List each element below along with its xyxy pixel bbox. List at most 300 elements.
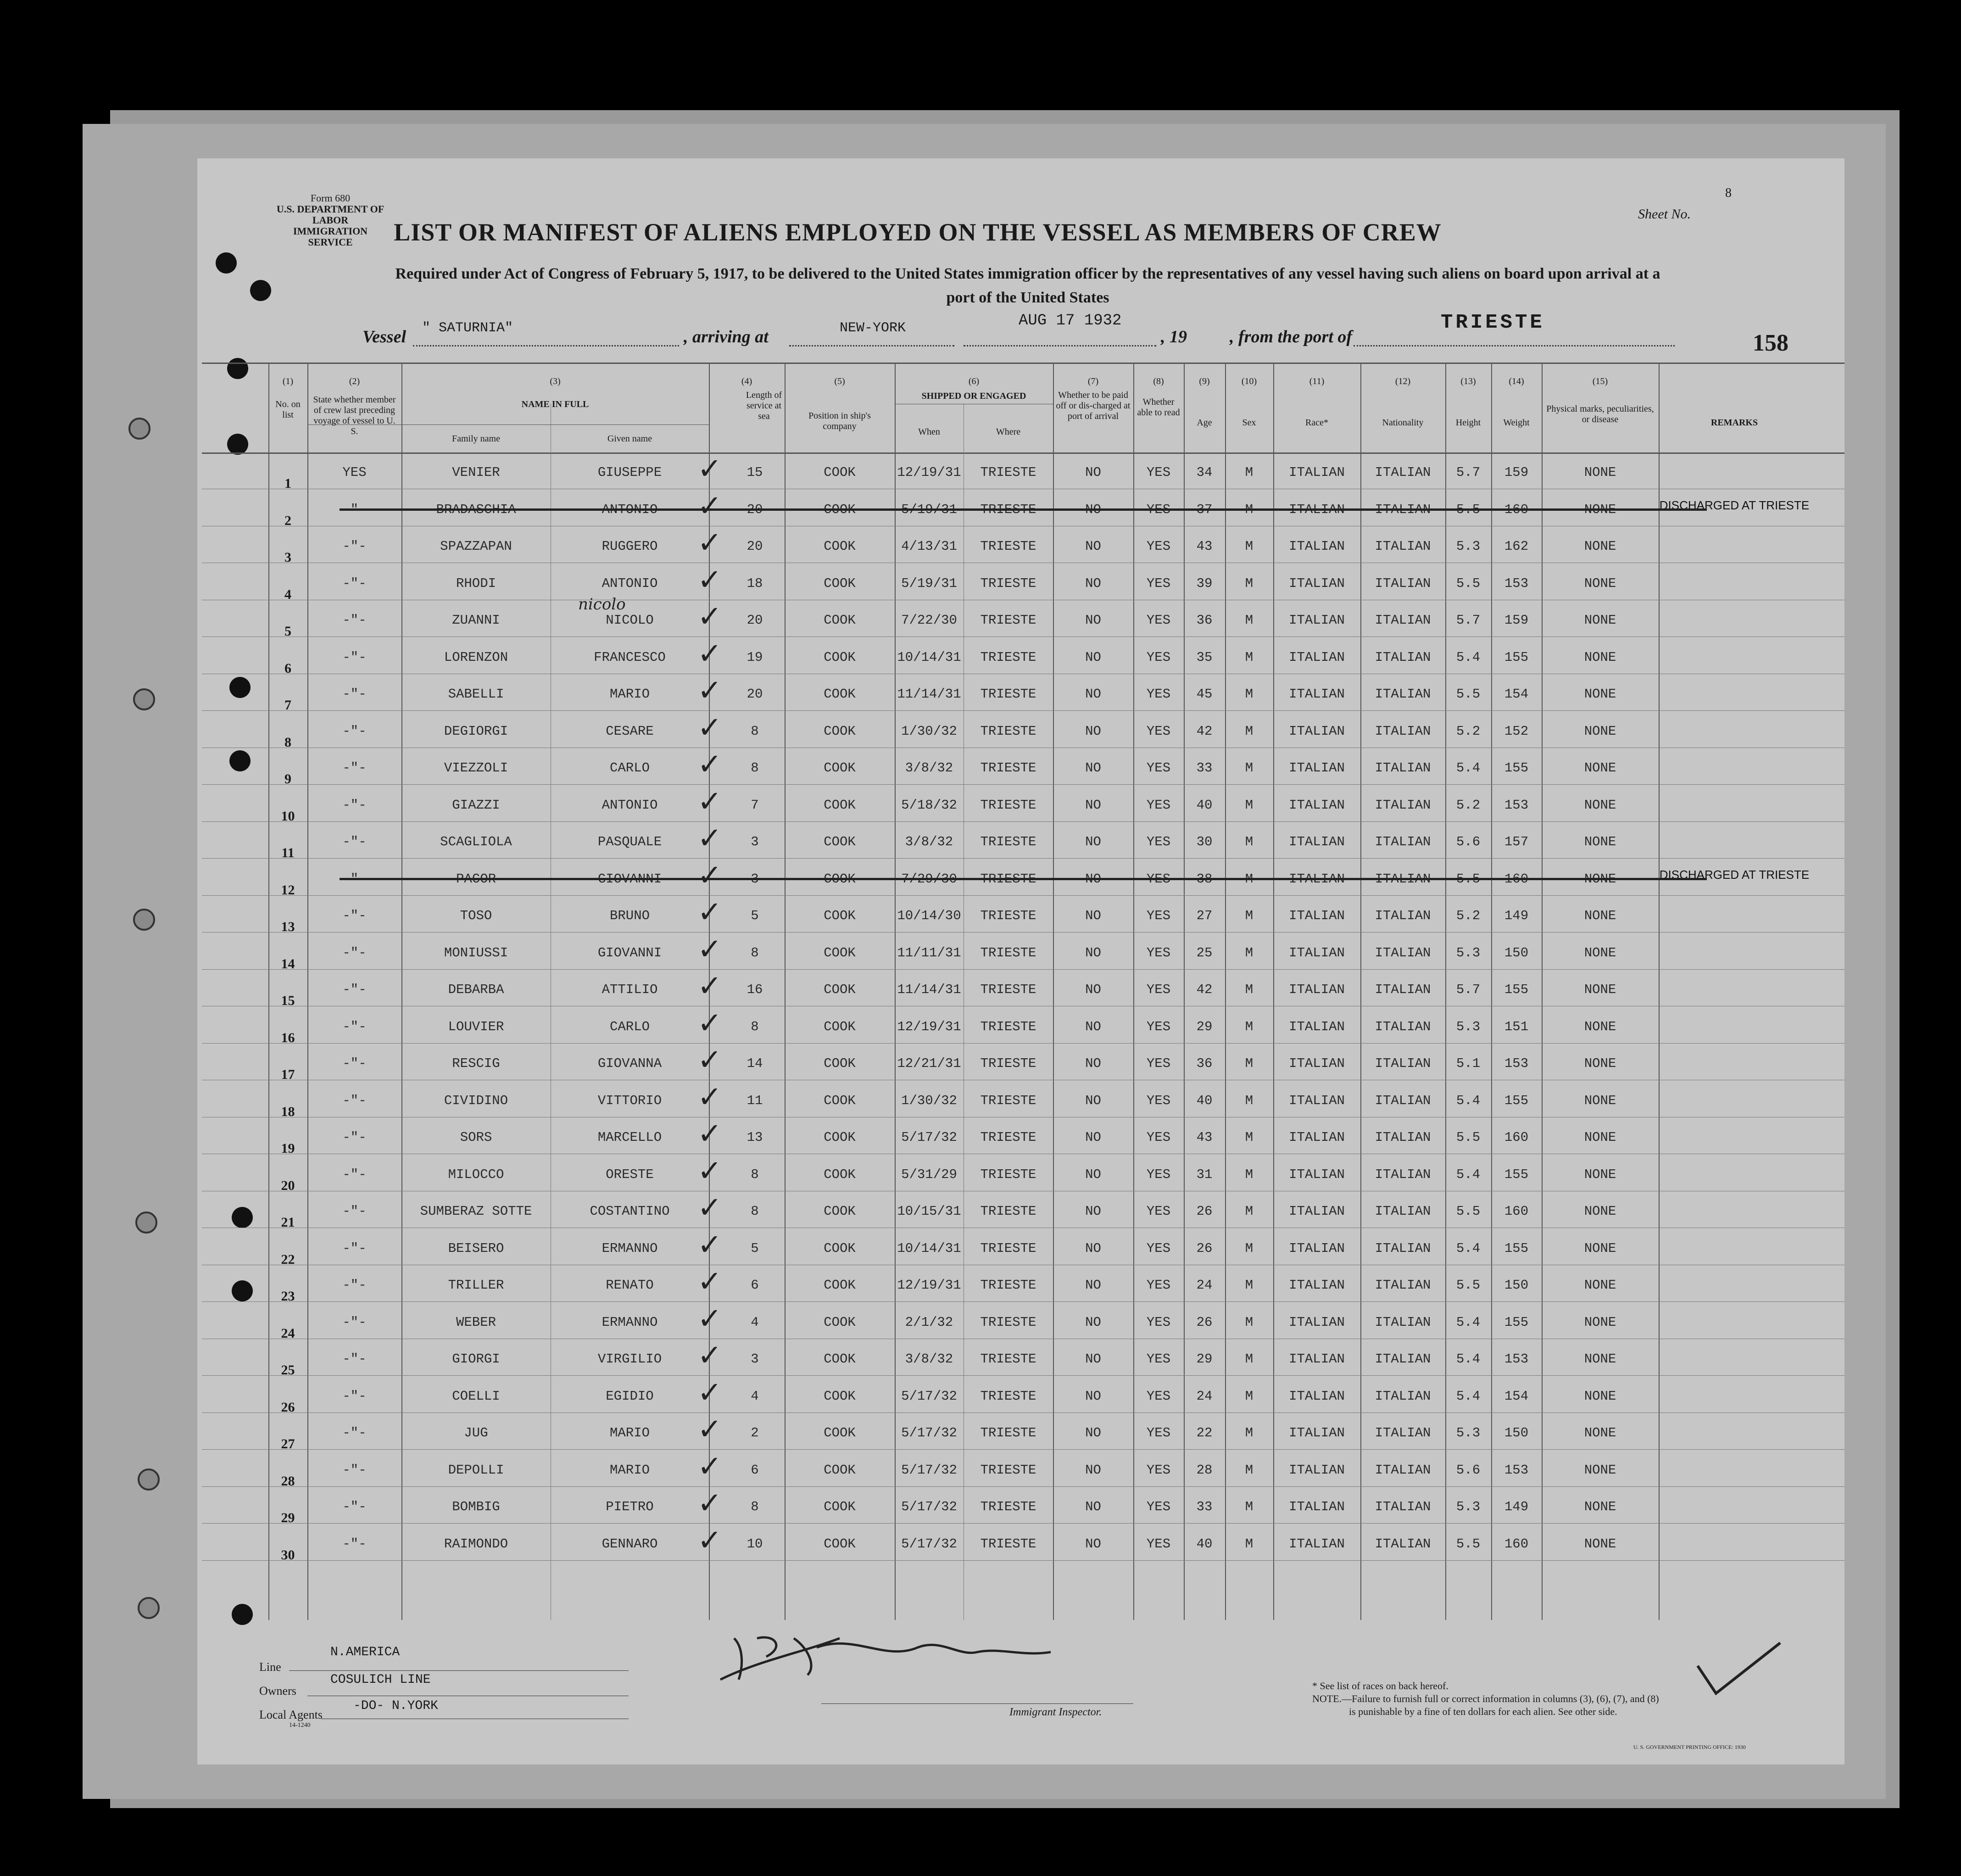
row-number: 7 bbox=[284, 698, 291, 713]
cell-read: YES bbox=[1146, 1204, 1171, 1219]
row-number: 2 bbox=[284, 513, 291, 528]
row-number: 27 bbox=[281, 1436, 295, 1452]
cell-position: COOK bbox=[824, 613, 856, 628]
cell-when: 12/19/31 bbox=[897, 1278, 961, 1293]
cell-when: 3/8/32 bbox=[905, 834, 953, 849]
cell-position: COOK bbox=[824, 797, 856, 813]
cell-height: 5.2 bbox=[1456, 723, 1481, 739]
cell-nat: ITALIAN bbox=[1375, 649, 1431, 665]
cell-paid: NO bbox=[1085, 982, 1101, 997]
check-mark-icon: ✓ bbox=[697, 600, 722, 634]
cell-family: JUG bbox=[464, 1425, 488, 1440]
check-mark-icon: ✓ bbox=[697, 1375, 722, 1410]
cell-sex: M bbox=[1245, 613, 1253, 628]
cell-paid: NO bbox=[1085, 1240, 1101, 1256]
cell-nat: ITALIAN bbox=[1375, 1278, 1431, 1293]
cell-nat: ITALIAN bbox=[1375, 723, 1431, 739]
cell-family: TOSO bbox=[460, 908, 492, 923]
punch-hole bbox=[216, 252, 237, 274]
cell-position: COOK bbox=[824, 908, 856, 923]
cell-prev: -"- bbox=[342, 1167, 367, 1182]
cell-read: YES bbox=[1146, 723, 1171, 739]
cell-read: YES bbox=[1146, 1167, 1171, 1182]
col-header-13-number: (13) bbox=[1460, 376, 1476, 386]
cell-height: 5.6 bbox=[1456, 1462, 1481, 1478]
cell-marks: NONE bbox=[1584, 871, 1616, 887]
cell-prev: -"- bbox=[342, 1314, 367, 1330]
cell-position: COOK bbox=[824, 502, 856, 517]
row-number: 29 bbox=[281, 1510, 295, 1525]
cell-sex: M bbox=[1245, 945, 1253, 960]
col-header-given-name: Given name bbox=[607, 434, 652, 444]
cell-where: TRIESTE bbox=[980, 1351, 1036, 1367]
handwritten-correction: nicolo bbox=[578, 595, 626, 614]
cell-position: COOK bbox=[824, 1351, 856, 1367]
cell-read: YES bbox=[1146, 908, 1171, 923]
cell-family: RAIMONDO bbox=[444, 1536, 508, 1552]
cell-age: 25 bbox=[1196, 945, 1213, 960]
row-rule bbox=[202, 784, 1844, 785]
col-header-race: Race* bbox=[1305, 418, 1328, 428]
cell-height: 5.2 bbox=[1456, 908, 1481, 923]
cell-weight: 160 bbox=[1504, 1130, 1529, 1145]
cell-sex: M bbox=[1245, 797, 1253, 813]
cell-service: 6 bbox=[751, 1462, 759, 1478]
cell-service: 3 bbox=[751, 871, 759, 887]
cell-nat: ITALIAN bbox=[1375, 1093, 1431, 1108]
cell-age: 29 bbox=[1196, 1019, 1213, 1034]
cell-when: 4/13/31 bbox=[901, 539, 957, 554]
cell-where: TRIESTE bbox=[980, 502, 1036, 517]
cell-prev: -"- bbox=[342, 575, 367, 591]
cell-weight: 155 bbox=[1504, 760, 1529, 776]
cell-nat: ITALIAN bbox=[1375, 1019, 1431, 1034]
cell-age: 24 bbox=[1196, 1388, 1213, 1404]
cell-where: TRIESTE bbox=[980, 834, 1036, 849]
cell-given: GIOVANNI bbox=[597, 945, 662, 960]
cell-nat: ITALIAN bbox=[1375, 575, 1431, 591]
row-number: 14 bbox=[281, 956, 295, 972]
col-header-4-number: (4) bbox=[741, 376, 752, 386]
strike-through-line bbox=[340, 878, 1707, 880]
cell-read: YES bbox=[1146, 1056, 1171, 1071]
cell-height: 5.4 bbox=[1456, 649, 1481, 665]
cell-given: NICOLO bbox=[606, 613, 654, 628]
cell-family: SABELLI bbox=[448, 687, 504, 702]
cell-where: TRIESTE bbox=[980, 687, 1036, 702]
cell-service: 8 bbox=[751, 945, 759, 960]
col-header-10-number: (10) bbox=[1241, 376, 1257, 386]
cell-sex: M bbox=[1245, 1204, 1253, 1219]
cell-sex: M bbox=[1245, 1425, 1253, 1440]
cell-position: COOK bbox=[824, 1019, 856, 1034]
cell-read: YES bbox=[1146, 1462, 1171, 1478]
cell-sex: M bbox=[1245, 723, 1253, 739]
cell-weight: 153 bbox=[1504, 1056, 1529, 1071]
cell-given: ERMANNO bbox=[602, 1240, 658, 1256]
cell-marks: NONE bbox=[1584, 1499, 1616, 1514]
check-mark-icon: ✓ bbox=[697, 1523, 722, 1558]
cell-height: 5.4 bbox=[1456, 760, 1481, 776]
cell-position: COOK bbox=[824, 1240, 856, 1256]
cell-when: 10/14/30 bbox=[897, 908, 961, 923]
cell-position: COOK bbox=[824, 575, 856, 591]
cell-prev: -"- bbox=[342, 945, 367, 960]
cell-position: COOK bbox=[824, 1130, 856, 1145]
cell-given: CESARE bbox=[606, 723, 654, 739]
row-number: 10 bbox=[281, 808, 295, 824]
vessel-label: Vessel bbox=[362, 327, 406, 346]
cell-nat: ITALIAN bbox=[1375, 502, 1431, 517]
cell-race: ITALIAN bbox=[1289, 613, 1345, 628]
cell-read: YES bbox=[1146, 945, 1171, 960]
cell-read: YES bbox=[1146, 502, 1171, 517]
cell-position: COOK bbox=[824, 1425, 856, 1440]
cell-weight: 155 bbox=[1504, 1093, 1529, 1108]
crew-manifest-table bbox=[202, 363, 1844, 1620]
cell-age: 42 bbox=[1196, 723, 1213, 739]
cell-prev: -"- bbox=[342, 871, 367, 887]
row-rule bbox=[202, 1043, 1844, 1044]
row-rule bbox=[202, 1560, 1844, 1561]
cell-position: COOK bbox=[824, 723, 856, 739]
cell-height: 5.4 bbox=[1456, 1314, 1481, 1330]
sheet-number: 8 bbox=[1725, 186, 1732, 200]
cell-where: TRIESTE bbox=[980, 1462, 1036, 1478]
cell-when: 1/30/32 bbox=[901, 1093, 957, 1108]
cell-service: 14 bbox=[747, 1056, 763, 1071]
cell-height: 5.3 bbox=[1456, 1425, 1481, 1440]
cell-prev: -"- bbox=[342, 687, 367, 702]
cell-weight: 160 bbox=[1504, 1204, 1529, 1219]
cell-read: YES bbox=[1146, 1093, 1171, 1108]
col-header-when: When bbox=[918, 427, 940, 437]
cell-sex: M bbox=[1245, 687, 1253, 702]
cell-service: 8 bbox=[751, 1167, 759, 1182]
cell-family: WEBER bbox=[456, 1314, 496, 1330]
cell-when: 10/14/31 bbox=[897, 1240, 961, 1256]
cell-position: COOK bbox=[824, 1536, 856, 1552]
cell-service: 7 bbox=[751, 797, 759, 813]
cell-weight: 160 bbox=[1504, 502, 1529, 517]
cell-where: TRIESTE bbox=[980, 649, 1036, 665]
cell-nat: ITALIAN bbox=[1375, 1351, 1431, 1367]
row-number: 16 bbox=[281, 1030, 295, 1045]
cell-marks: NONE bbox=[1584, 1204, 1616, 1219]
cell-read: YES bbox=[1146, 1425, 1171, 1440]
check-mark-icon: ✓ bbox=[697, 1154, 722, 1188]
cell-read: YES bbox=[1146, 1240, 1171, 1256]
cell-nat: ITALIAN bbox=[1375, 1056, 1431, 1071]
col-header-where: Where bbox=[996, 427, 1021, 437]
cell-age: 24 bbox=[1196, 1278, 1213, 1293]
vessel-name: " SATURNIA" bbox=[422, 320, 513, 336]
cell-service: 8 bbox=[751, 723, 759, 739]
owners-value: COSULICH LINE bbox=[330, 1673, 431, 1687]
cell-family: RESCIG bbox=[452, 1056, 500, 1071]
cell-prev: -"- bbox=[342, 834, 367, 849]
cell-marks: NONE bbox=[1584, 908, 1616, 923]
cell-marks: NONE bbox=[1584, 465, 1616, 480]
col-header-shipped-or-engaged: SHIPPED OR ENGAGED bbox=[921, 391, 1026, 401]
col-header-height: Height bbox=[1455, 418, 1481, 428]
department: U.S. DEPARTMENT OF LABOR bbox=[276, 203, 384, 226]
cell-weight: 155 bbox=[1504, 982, 1529, 997]
cell-read: YES bbox=[1146, 1351, 1171, 1367]
cell-race: ITALIAN bbox=[1289, 871, 1345, 887]
cell-height: 5.7 bbox=[1456, 465, 1481, 480]
cell-marks: NONE bbox=[1584, 1240, 1616, 1256]
cell-marks: NONE bbox=[1584, 1130, 1616, 1145]
cell-weight: 154 bbox=[1504, 687, 1529, 702]
cell-age: 33 bbox=[1196, 760, 1213, 776]
cell-race: ITALIAN bbox=[1289, 1314, 1345, 1330]
form-number: Form 680 bbox=[310, 192, 351, 204]
check-mark-icon: ✓ bbox=[697, 1486, 722, 1520]
cell-family: SUMBERAZ SOTTE bbox=[420, 1204, 532, 1219]
cell-position: COOK bbox=[824, 1056, 856, 1071]
cell-sex: M bbox=[1245, 465, 1253, 480]
cell-given: ANTONIO bbox=[602, 575, 658, 591]
cell-when: 5/19/31 bbox=[901, 502, 957, 517]
cell-family: GIORGI bbox=[452, 1351, 500, 1367]
cell-paid: NO bbox=[1085, 613, 1101, 628]
cell-read: YES bbox=[1146, 1499, 1171, 1514]
cell-position: COOK bbox=[824, 1388, 856, 1404]
cell-sex: M bbox=[1245, 1240, 1253, 1256]
cell-sex: M bbox=[1245, 1167, 1253, 1182]
cell-when: 5/17/32 bbox=[901, 1388, 957, 1404]
cell-race: ITALIAN bbox=[1289, 1536, 1345, 1552]
cell-paid: NO bbox=[1085, 797, 1101, 813]
cell-nat: ITALIAN bbox=[1375, 539, 1431, 554]
cell-weight: 152 bbox=[1504, 723, 1529, 739]
cell-weight: 153 bbox=[1504, 575, 1529, 591]
cell-given: ANTONIO bbox=[602, 502, 658, 517]
cell-when: 12/21/31 bbox=[897, 1056, 961, 1071]
check-mark-icon: ✓ bbox=[697, 526, 722, 560]
row-number: 20 bbox=[281, 1178, 295, 1193]
cell-paid: NO bbox=[1085, 502, 1101, 517]
cell-nat: ITALIAN bbox=[1375, 465, 1431, 480]
cell-sex: M bbox=[1245, 1351, 1253, 1367]
cell-race: ITALIAN bbox=[1289, 1056, 1345, 1071]
check-mark-icon: ✓ bbox=[697, 489, 722, 523]
cell-given: COSTANTINO bbox=[590, 1204, 670, 1219]
check-mark-icon: ✓ bbox=[697, 1449, 722, 1484]
cell-sex: M bbox=[1245, 1130, 1253, 1145]
from-port-label: , from the port of bbox=[1230, 327, 1353, 346]
cell-given: ERMANNO bbox=[602, 1314, 658, 1330]
cell-read: YES bbox=[1146, 1388, 1171, 1404]
cell-height: 5.5 bbox=[1456, 1536, 1481, 1552]
cell-age: 31 bbox=[1196, 1167, 1213, 1182]
check-mark-icon: ✓ bbox=[697, 636, 722, 671]
cell-sex: M bbox=[1245, 1536, 1253, 1552]
cell-sex: M bbox=[1245, 982, 1253, 997]
cell-age: 26 bbox=[1196, 1314, 1213, 1330]
cell-weight: 157 bbox=[1504, 834, 1529, 849]
cell-prev: -"- bbox=[342, 1240, 367, 1256]
cell-family: RHODI bbox=[456, 575, 496, 591]
cell-when: 7/29/30 bbox=[901, 871, 957, 887]
cell-family: COELLI bbox=[452, 1388, 500, 1404]
row-rule bbox=[202, 858, 1844, 859]
cell-service: 20 bbox=[747, 687, 763, 702]
arriving-port: NEW-YORK bbox=[840, 320, 906, 336]
check-mark-icon: ✓ bbox=[697, 932, 722, 966]
check-mark-icon: ✓ bbox=[697, 748, 722, 782]
check-mark-icon: ✓ bbox=[697, 1228, 722, 1262]
cell-height: 5.1 bbox=[1456, 1056, 1481, 1071]
vessel-underline bbox=[413, 345, 679, 346]
cell-service: 3 bbox=[751, 1351, 759, 1367]
cell-where: TRIESTE bbox=[980, 1167, 1036, 1182]
check-mark-icon: ✓ bbox=[697, 784, 722, 819]
cell-nat: ITALIAN bbox=[1375, 613, 1431, 628]
inspector-signature bbox=[702, 1620, 1115, 1693]
cell-family: DEBARBA bbox=[448, 982, 504, 997]
col-header-name-in-full: NAME IN FULL bbox=[521, 399, 589, 409]
cell-service: 13 bbox=[747, 1130, 763, 1145]
cell-family: VENIER bbox=[452, 465, 500, 480]
cell-paid: NO bbox=[1085, 687, 1101, 702]
cell-nat: ITALIAN bbox=[1375, 982, 1431, 997]
cell-where: TRIESTE bbox=[980, 1536, 1036, 1552]
cell-family: BEISERO bbox=[448, 1240, 504, 1256]
cell-sex: M bbox=[1245, 575, 1253, 591]
cell-read: YES bbox=[1146, 1130, 1171, 1145]
check-mark-icon: ✓ bbox=[697, 674, 722, 708]
binder-ring bbox=[138, 1468, 160, 1491]
cell-prev: -"- bbox=[342, 649, 367, 665]
cell-paid: NO bbox=[1085, 539, 1101, 554]
cell-paid: NO bbox=[1085, 1462, 1101, 1478]
cell-marks: NONE bbox=[1584, 834, 1616, 849]
cell-given: VITTORIO bbox=[597, 1093, 662, 1108]
cell-service: 8 bbox=[751, 1204, 759, 1219]
cell-nat: ITALIAN bbox=[1375, 1499, 1431, 1514]
col-header-14-number: (14) bbox=[1509, 376, 1524, 386]
col-header-3-number: (3) bbox=[550, 376, 561, 386]
cell-race: ITALIAN bbox=[1289, 834, 1345, 849]
cell-position: COOK bbox=[824, 649, 856, 665]
cell-service: 4 bbox=[751, 1314, 759, 1330]
cell-marks: NONE bbox=[1584, 613, 1616, 628]
cell-sex: M bbox=[1245, 1388, 1253, 1404]
cell-height: 5.4 bbox=[1456, 1167, 1481, 1182]
page-number: 158 bbox=[1753, 330, 1788, 356]
row-number: 6 bbox=[284, 660, 291, 676]
cell-position: COOK bbox=[824, 1167, 856, 1182]
row-rule bbox=[202, 821, 1844, 822]
cell-weight: 153 bbox=[1504, 797, 1529, 813]
cell-family: CIVIDINO bbox=[444, 1093, 508, 1108]
cell-read: YES bbox=[1146, 834, 1171, 849]
cell-race: ITALIAN bbox=[1289, 760, 1345, 776]
cell-nat: ITALIAN bbox=[1375, 908, 1431, 923]
row-number: 24 bbox=[281, 1325, 295, 1341]
row-number: 11 bbox=[281, 845, 295, 860]
cell-paid: NO bbox=[1085, 465, 1101, 480]
cell-height: 5.4 bbox=[1456, 1351, 1481, 1367]
binder-ring bbox=[133, 909, 155, 931]
cell-where: TRIESTE bbox=[980, 1130, 1036, 1145]
cell-read: YES bbox=[1146, 613, 1171, 628]
cell-position: COOK bbox=[824, 834, 856, 849]
cell-race: ITALIAN bbox=[1289, 649, 1345, 665]
cell-nat: ITALIAN bbox=[1375, 1167, 1431, 1182]
cell-given: PASQUALE bbox=[597, 834, 662, 849]
cell-given: CARLO bbox=[609, 1019, 650, 1034]
binder-ring bbox=[135, 1212, 157, 1234]
cell-position: COOK bbox=[824, 1462, 856, 1478]
cell-position: COOK bbox=[824, 1204, 856, 1219]
cell-read: YES bbox=[1146, 1019, 1171, 1034]
table-top-rule bbox=[202, 363, 1844, 364]
cell-read: YES bbox=[1146, 871, 1171, 887]
col-header-paid-off: Whether to be paid off or dis-charged at port of arrival bbox=[1056, 390, 1131, 421]
cell-marks: NONE bbox=[1584, 1056, 1616, 1071]
row-number: 5 bbox=[284, 624, 291, 639]
cell-paid: NO bbox=[1085, 1019, 1101, 1034]
arrival-date-stamp: AUG 17 1932 bbox=[1019, 312, 1122, 329]
cell-paid: NO bbox=[1085, 945, 1101, 960]
cell-marks: NONE bbox=[1584, 945, 1616, 960]
cell-when: 7/22/30 bbox=[901, 613, 957, 628]
cell-nat: ITALIAN bbox=[1375, 1130, 1431, 1145]
cell-read: YES bbox=[1146, 575, 1171, 591]
cell-where: TRIESTE bbox=[980, 1314, 1036, 1330]
cell-prev: -"- bbox=[342, 1536, 367, 1552]
cell-weight: 160 bbox=[1504, 1536, 1529, 1552]
subtitle: Required under Act of Congress of February 5, 1917, to be delivered to the United States immigration officer by the representatives of any vessel having such aliens on board upon arrival at a bbox=[395, 265, 1660, 282]
cell-nat: ITALIAN bbox=[1375, 760, 1431, 776]
cell-family: TRILLER bbox=[448, 1278, 504, 1293]
cell-when: 11/14/31 bbox=[897, 982, 961, 997]
cell-prev: -"- bbox=[342, 723, 367, 739]
cell-sex: M bbox=[1245, 1462, 1253, 1478]
cell-family: ZUANNI bbox=[452, 613, 500, 628]
cell-read: YES bbox=[1146, 687, 1171, 702]
cell-when: 12/19/31 bbox=[897, 1019, 961, 1034]
col-header-family-name: Family name bbox=[452, 434, 500, 444]
cell-position: COOK bbox=[824, 539, 856, 554]
col-header-12-number: (12) bbox=[1395, 376, 1411, 386]
cell-family: SCAGLIOLA bbox=[440, 834, 512, 849]
row-number: 21 bbox=[281, 1215, 295, 1230]
cell-race: ITALIAN bbox=[1289, 1388, 1345, 1404]
cell-service: 6 bbox=[751, 1278, 759, 1293]
cell-marks: NONE bbox=[1584, 1278, 1616, 1293]
cell-service: 18 bbox=[747, 575, 763, 591]
col-header-able-to-read: Whether able to read bbox=[1137, 397, 1180, 418]
sheet-number-label: Sheet No. bbox=[1638, 207, 1691, 222]
cell-position: COOK bbox=[824, 687, 856, 702]
cell-paid: NO bbox=[1085, 1314, 1101, 1330]
header-bottom-rule bbox=[202, 452, 1844, 454]
row-number: 22 bbox=[281, 1251, 295, 1267]
cell-service: 8 bbox=[751, 760, 759, 776]
cell-where: TRIESTE bbox=[980, 945, 1036, 960]
cell-marks: NONE bbox=[1584, 723, 1616, 739]
cell-nat: ITALIAN bbox=[1375, 1204, 1431, 1219]
cell-when: 5/17/32 bbox=[901, 1130, 957, 1145]
row-rule bbox=[202, 1375, 1844, 1376]
line-label: Line bbox=[259, 1660, 281, 1674]
cell-nat: ITALIAN bbox=[1375, 1425, 1431, 1440]
cell-marks: NONE bbox=[1584, 1462, 1616, 1478]
